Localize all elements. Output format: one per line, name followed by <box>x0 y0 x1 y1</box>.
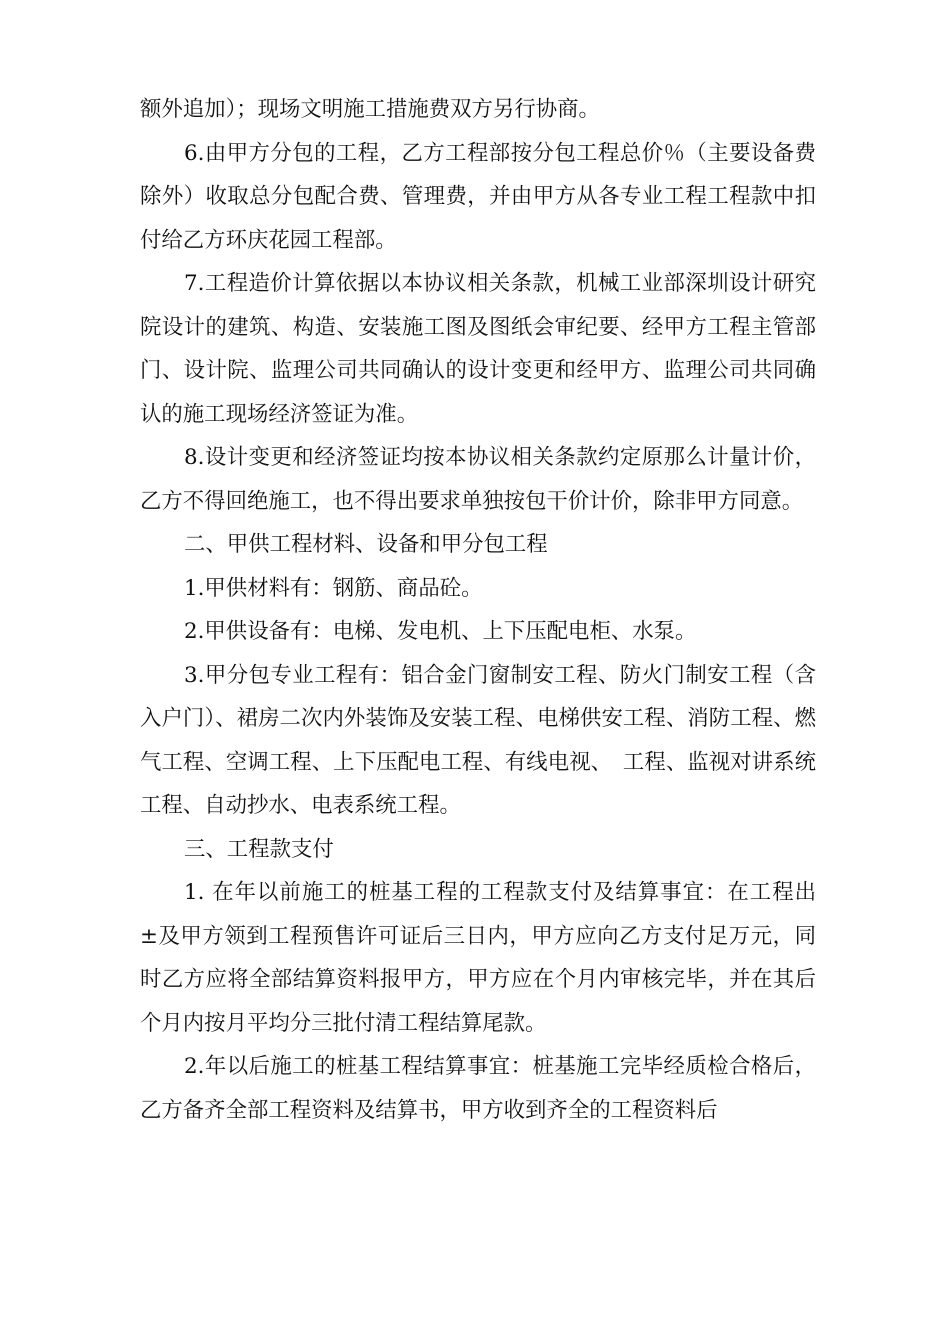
paragraph-item-7: 7.工程造价计算依据以本协议相关条款，机械工业部深圳设计研究院设计的建筑、构造、安装施工图及图纸会审纪要、经甲方工程主管部门、设计院、监理公司共同确认的设计变更和经甲方、监理公司共同确认的施工现场经济签证为准。 <box>140 271 816 427</box>
document-body <box>140 88 816 1132</box>
paragraph-supplied-equipment: 2.甲供设备有：电梯、发电机、上下压配电柜、水泵。 <box>184 619 697 644</box>
paragraph-payment-1: 1. 在年以前施工的桩基工程的工程款支付及结算事宜：在工程出±及甲方领到工程预售许可证后三日内，甲方应向乙方支付足万元，同时乙方应将全部结算资料报甲方，甲方应在个月内审核完毕，并在其后个月内按月平均分三批付清工程结算尾款。 <box>140 880 816 1036</box>
paragraph-payment-2: 2.年以后施工的桩基工程结算事宜：桩基施工完毕经质检合格后，乙方备齐全部工程资料及结算书，甲方收到齐全的工程资料后 <box>140 1054 816 1123</box>
paragraph-item-8: 8.设计变更和经济签证均按本协议相关条款约定原那么计量计价，乙方不得回绝施工，也不得出要求单独按包干价计价，除非甲方同意。 <box>140 445 816 514</box>
paragraph-item-6: 6.由甲方分包的工程，乙方工程部按分包工程总价％（主要设备费除外）收取总分包配合费、管理费，并由甲方从各专业工程工程款中扣付给乙方环庆花园工程部。 <box>140 140 816 253</box>
paragraph-supplied-materials: 1.甲供材料有：钢筋、商品砼。 <box>184 575 483 601</box>
paragraph-subcontracted-works: 3.甲分包专业工程有：铝合金门窗制安工程、防火门制安工程（含入户门）、裙房二次内外装饰及安装工程、电梯供安工程、消防工程、燃气工程、空调工程、上下压配电工程、有线电视、 工程、监视对讲系统工程、自动抄水、电表系统工程。 <box>140 662 816 818</box>
paragraph-continuation: 额外追加）；现场文明施工措施费双方另行协商。 <box>140 97 600 122</box>
section-heading-2: 二、甲供工程材料、设备和甲分包工程 <box>184 532 548 557</box>
section-heading-3: 三、工程款支付 <box>184 836 334 862</box>
